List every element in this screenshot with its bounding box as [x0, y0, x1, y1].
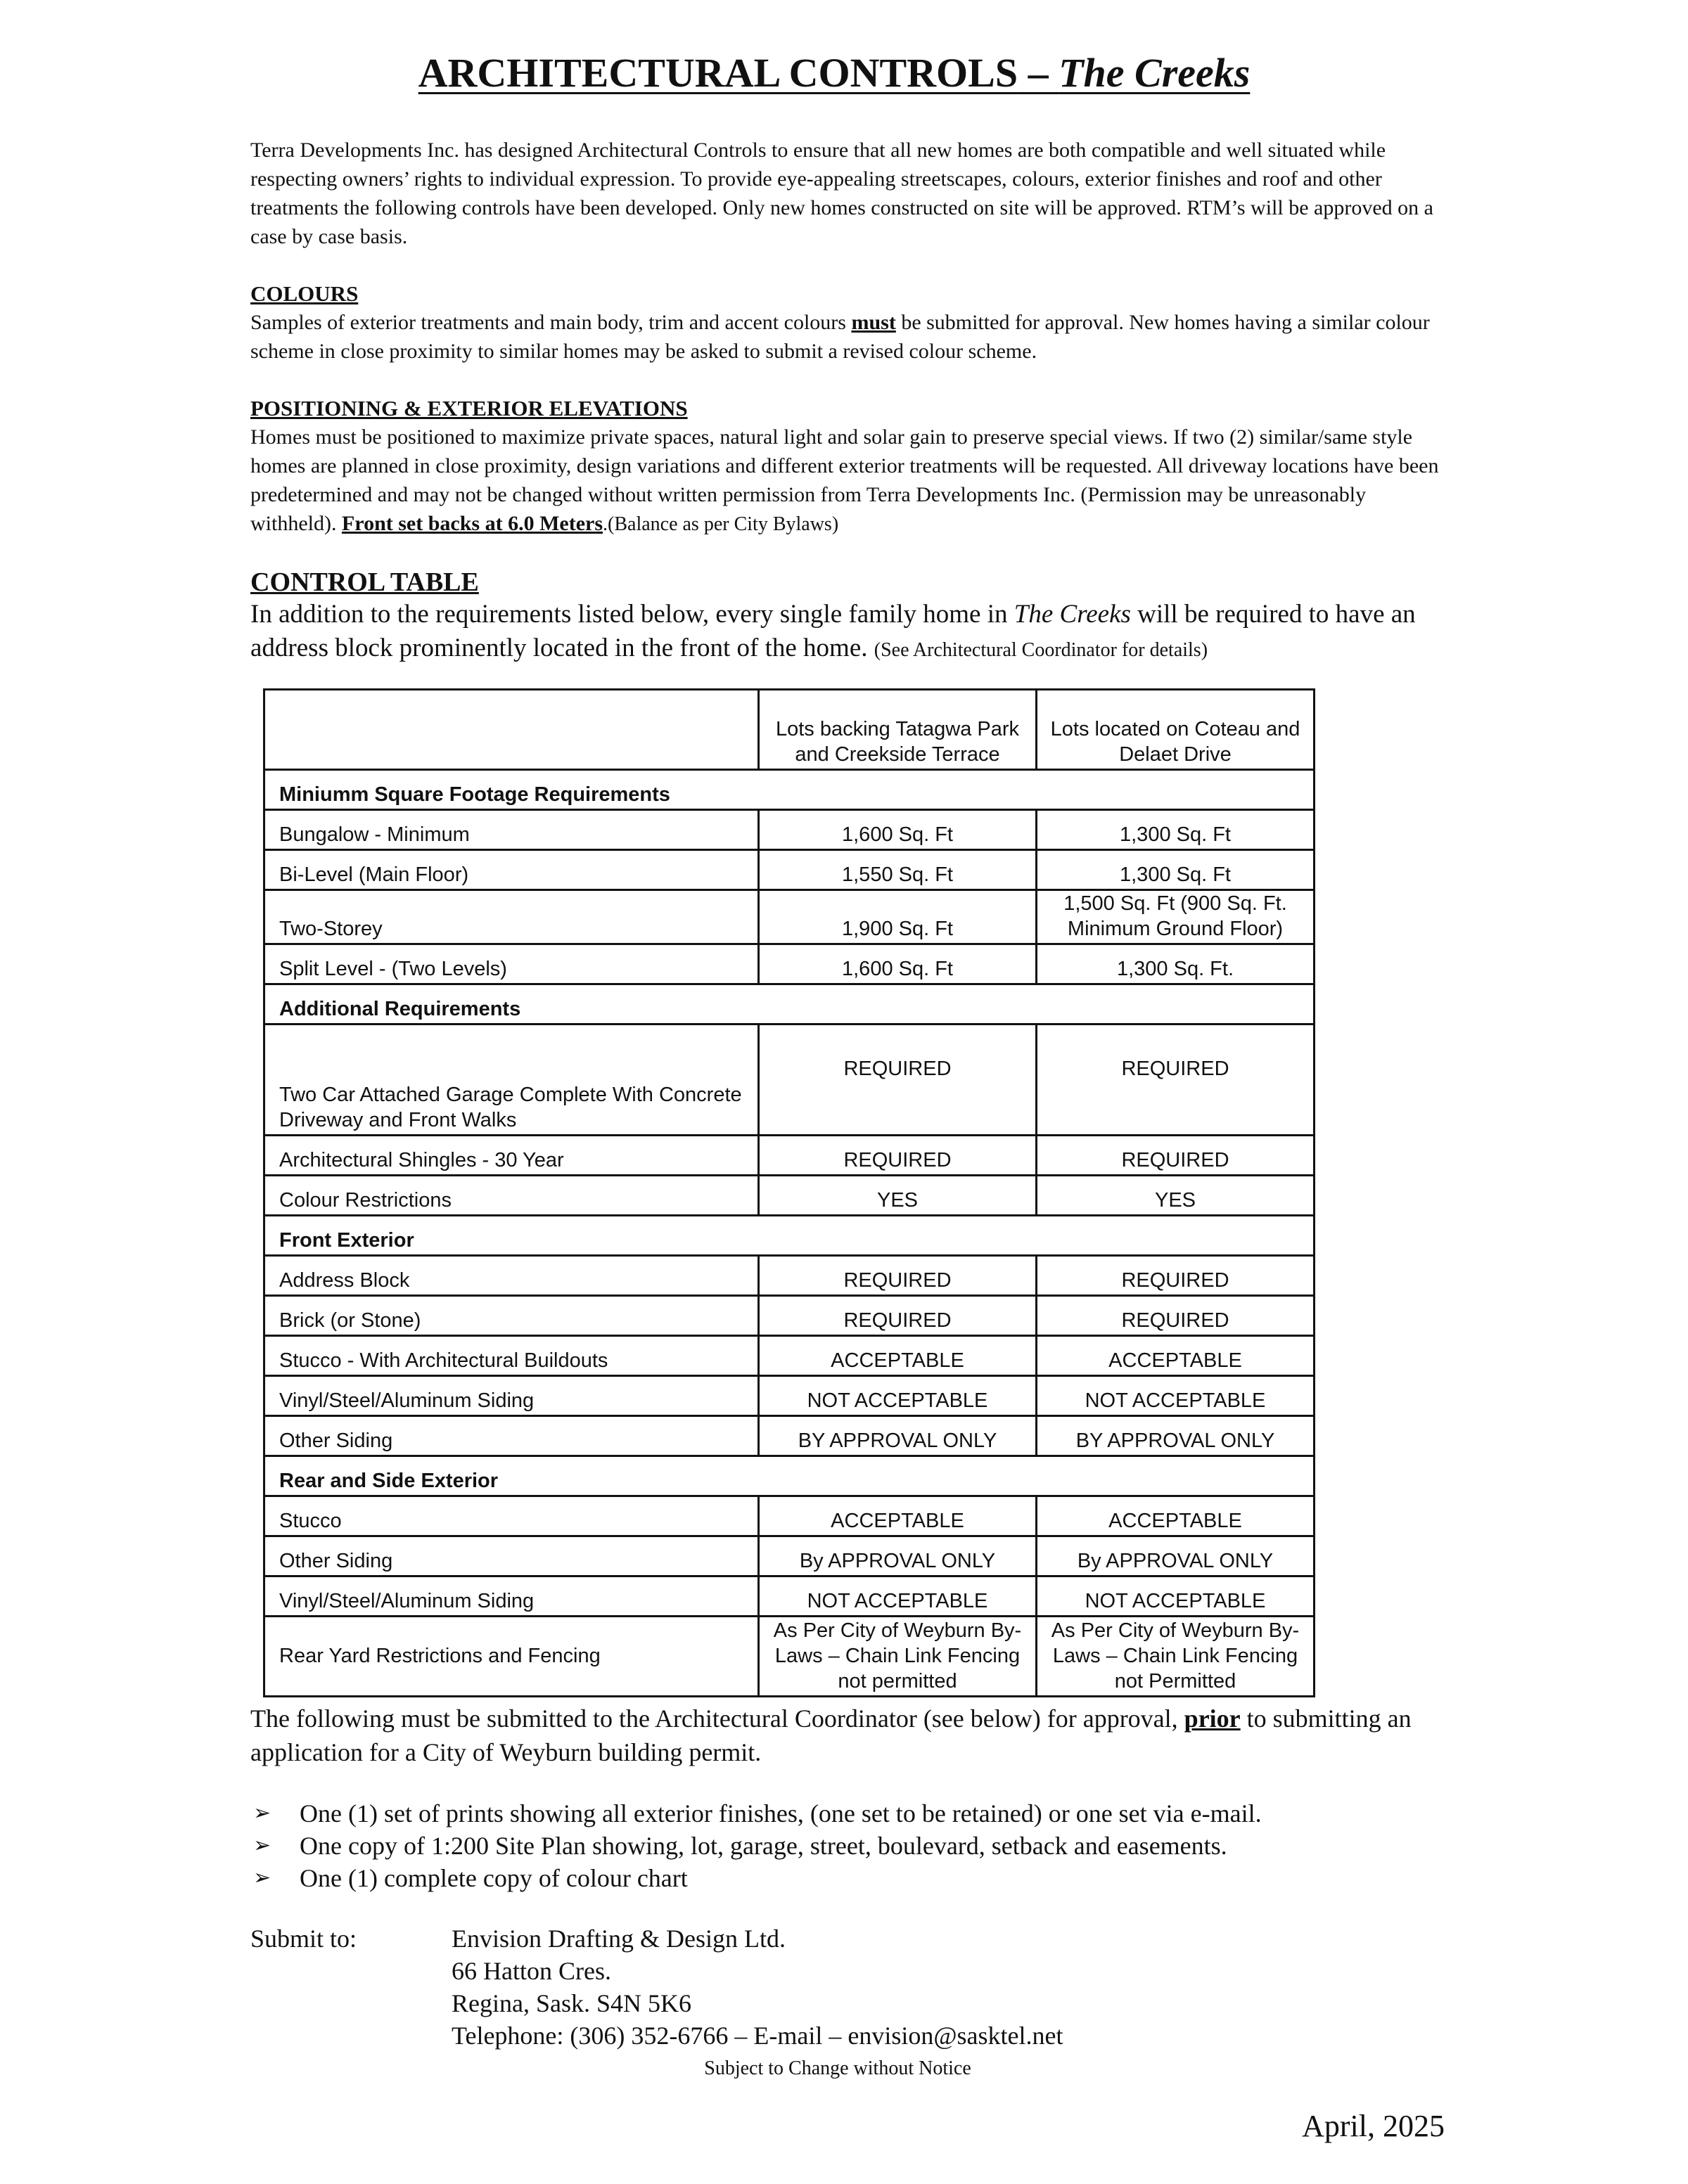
- page-title: [222, 49, 1446, 96]
- submit-address: [452, 1922, 1063, 2052]
- intro-paragraph: Terra Developments Inc. has designed Architectural Controls to ensure that all new homes are both compatible and well situated while respecting owners’ rights to individual expression. To provide eye-appealing streetscapes, colours, exterior finishes and roof and other treatments the following controls have been developed. Only new homes constructed on site will be approved. RTM’s will be approved on a case by case basis.: [250, 139, 1433, 248]
- header-col2: Lots backing Tatagwa Park and Creekside Terrace: [759, 690, 1037, 770]
- row-label: Brick (or Stone): [264, 1296, 759, 1336]
- after-text-b: to submitting an application for a City of Weyburn building permit.: [250, 1704, 1412, 1766]
- section-heading-cell: Rear and Side Exterior: [264, 1456, 1315, 1496]
- document-page: [250, 49, 1446, 2080]
- positioning-text: [250, 423, 1446, 539]
- list-item-text: One (1) set of prints showing all exterior finishes, (one set to be retained) or one set via e-mail.: [300, 1799, 1262, 1828]
- row-value-col2: By APPROVAL ONLY: [759, 1536, 1037, 1576]
- row-value-col2: REQUIRED: [759, 1024, 1037, 1136]
- table-row: [264, 1256, 1315, 1296]
- table-row: [264, 1024, 1315, 1136]
- control-intro: [250, 598, 1446, 667]
- row-value-col2: ACCEPTABLE: [759, 1336, 1037, 1376]
- row-value-col2: REQUIRED: [759, 1256, 1037, 1296]
- row-value-col3: REQUIRED: [1037, 1256, 1315, 1296]
- after-text-prior: prior: [1184, 1704, 1241, 1733]
- row-value-col2: 1,900 Sq. Ft: [759, 890, 1037, 944]
- positioning-text-a: Homes must be positioned to maximize private spaces, natural light and solar gain to preserve special views. If two (2) similar/same style homes are planned in close proximity, design variations and different exterior treatments will be requested. All driveway locations have been predetermined and may not be changed without written permission from Terra Developments Inc. (Permission may be unreasonably withheld).: [250, 425, 1439, 535]
- company-name: Envision Drafting & Design Ltd.: [452, 1925, 786, 1953]
- control-heading: CONTROL TABLE: [250, 567, 479, 597]
- row-label: Stucco: [264, 1496, 759, 1536]
- row-value-col2: 1,550 Sq. Ft: [759, 850, 1037, 890]
- after-text-a: The following must be submitted to the Architectural Coordinator (see below) for approval,: [250, 1704, 1184, 1733]
- row-label: Vinyl/Steel/Aluminum Siding: [264, 1576, 759, 1617]
- table-row: [264, 1536, 1315, 1576]
- row-value-col2: BY APPROVAL ONLY: [759, 1416, 1037, 1456]
- header-empty-cell: [264, 690, 759, 770]
- control-section: [250, 567, 1446, 667]
- document-date: April, 2025: [1302, 2109, 1445, 2143]
- control-text-a: In addition to the requirements listed below, every single family home in: [250, 600, 1014, 629]
- row-value-col3: NOT ACCEPTABLE: [1037, 1576, 1315, 1617]
- table-row: [264, 1416, 1315, 1456]
- table-section-heading: [264, 1456, 1315, 1496]
- table-row: [264, 1617, 1315, 1697]
- submission-instructions: [250, 1702, 1446, 1769]
- footer-note: Subject to Change without Notice: [704, 2057, 971, 2079]
- table-row: [264, 1576, 1315, 1617]
- section-heading-cell: Additional Requirements: [264, 984, 1315, 1024]
- row-value-col3: REQUIRED: [1037, 1024, 1315, 1136]
- row-value-col2: 1,600 Sq. Ft: [759, 944, 1037, 984]
- row-label: Two-Storey: [264, 890, 759, 944]
- bylaws-note: .(Balance as per City Bylaws): [603, 513, 839, 535]
- control-text-b: will be required to have an address block prominently located in the front of the home.: [250, 600, 1416, 662]
- table-row: [264, 810, 1315, 850]
- row-label: Rear Yard Restrictions and Fencing: [264, 1617, 759, 1697]
- contact-line: Telephone: (306) 352-6766 – E-mail – envision@sasktel.net: [452, 2022, 1063, 2050]
- row-label: Other Siding: [264, 1536, 759, 1576]
- row-value-col3: 1,500 Sq. Ft (900 Sq. Ft. Minimum Ground Floor): [1037, 890, 1315, 944]
- colours-text-must: must: [851, 311, 896, 334]
- row-value-col2: YES: [759, 1176, 1037, 1216]
- list-item: [253, 1830, 1446, 1862]
- control-table: [263, 688, 1315, 1697]
- section-heading-cell: Front Exterior: [264, 1216, 1315, 1256]
- control-text-small: (See Architectural Coordinator for details): [874, 639, 1208, 661]
- row-label: Stucco - With Architectural Buildouts: [264, 1336, 759, 1376]
- table-row: [264, 1376, 1315, 1416]
- row-label: Bi-Level (Main Floor): [264, 850, 759, 890]
- title-italic: The Creeks: [1059, 50, 1251, 96]
- positioning-section: [250, 394, 1446, 539]
- setback-text: Front set backs at 6.0 Meters: [341, 512, 603, 535]
- colours-text-b: be submitted for approval. New homes having a similar colour scheme in close proximity to similar homes may be asked to submit a revised colour scheme.: [250, 311, 1430, 363]
- row-value-col3: 1,300 Sq. Ft: [1037, 850, 1315, 890]
- row-value-col3: 1,300 Sq. Ft.: [1037, 944, 1315, 984]
- table-row: [264, 1176, 1315, 1216]
- city-postal: Regina, Sask. S4N 5K6: [452, 1989, 691, 2017]
- table-row: [264, 1296, 1315, 1336]
- title-dash: –: [1018, 50, 1059, 96]
- colours-section: [250, 279, 1446, 366]
- row-label: Bungalow - Minimum: [264, 810, 759, 850]
- list-item-text: One copy of 1:200 Site Plan showing, lot, garage, street, boulevard, setback and easements.: [300, 1832, 1227, 1860]
- row-value-col2: NOT ACCEPTABLE: [759, 1576, 1037, 1617]
- colours-text: [250, 308, 1446, 366]
- street-address: 66 Hatton Cres.: [452, 1957, 611, 1985]
- row-value-col3: By APPROVAL ONLY: [1037, 1536, 1315, 1576]
- list-item: [253, 1797, 1446, 1830]
- list-item-text: One (1) complete copy of colour chart: [300, 1864, 688, 1892]
- row-label: Colour Restrictions: [264, 1176, 759, 1216]
- submit-label: Submit to:: [250, 1925, 357, 1953]
- table-section-heading: [264, 984, 1315, 1024]
- table-header-row: [264, 690, 1315, 770]
- row-value-col2: ACCEPTABLE: [759, 1496, 1037, 1536]
- row-value-col3: REQUIRED: [1037, 1296, 1315, 1336]
- submit-to-block: [250, 1922, 1446, 2052]
- colours-text-a: Samples of exterior treatments and main body, trim and accent colours: [250, 311, 852, 334]
- table-section-heading: [264, 770, 1315, 810]
- arrow-bullet-icon: ➢: [253, 1801, 271, 1825]
- row-label: Split Level - (Two Levels): [264, 944, 759, 984]
- row-value-col2: As Per City of Weyburn By-Laws – Chain Link Fencing not permitted: [759, 1617, 1037, 1697]
- title-main: ARCHITECTURAL CONTROLS: [418, 50, 1018, 96]
- positioning-heading: POSITIONING & EXTERIOR ELEVATIONS: [250, 396, 688, 420]
- table-row: [264, 1136, 1315, 1176]
- table-row: [264, 1336, 1315, 1376]
- arrow-bullet-icon: ➢: [253, 1833, 271, 1858]
- row-value-col3: ACCEPTABLE: [1037, 1496, 1315, 1536]
- row-value-col2: 1,600 Sq. Ft: [759, 810, 1037, 850]
- row-value-col3: YES: [1037, 1176, 1315, 1216]
- row-label: Architectural Shingles - 30 Year: [264, 1136, 759, 1176]
- list-item: [253, 1862, 1446, 1894]
- row-label: Two Car Attached Garage Complete With Concrete Driveway and Front Walks: [264, 1024, 759, 1136]
- table-row: [264, 1496, 1315, 1536]
- row-label: Address Block: [264, 1256, 759, 1296]
- table-row: [264, 890, 1315, 944]
- row-value-col2: NOT ACCEPTABLE: [759, 1376, 1037, 1416]
- colours-heading: COLOURS: [250, 281, 359, 306]
- row-value-col3: As Per City of Weyburn By-Laws – Chain Link Fencing not Permitted: [1037, 1617, 1315, 1697]
- row-value-col3: ACCEPTABLE: [1037, 1336, 1315, 1376]
- row-value-col3: BY APPROVAL ONLY: [1037, 1416, 1315, 1456]
- row-value-col3: NOT ACCEPTABLE: [1037, 1376, 1315, 1416]
- table-row: [264, 944, 1315, 984]
- row-value-col2: REQUIRED: [759, 1296, 1037, 1336]
- arrow-bullet-icon: ➢: [253, 1865, 271, 1890]
- table-section-heading: [264, 1216, 1315, 1256]
- table-row: [264, 850, 1315, 890]
- row-value-col3: 1,300 Sq. Ft: [1037, 810, 1315, 850]
- row-label: Other Siding: [264, 1416, 759, 1456]
- requirements-list: [250, 1797, 1446, 1894]
- row-label: Vinyl/Steel/Aluminum Siding: [264, 1376, 759, 1416]
- header-col3: Lots located on Coteau and Delaet Drive: [1037, 690, 1315, 770]
- section-heading-cell: Miniumm Square Footage Requirements: [264, 770, 1315, 810]
- control-text-ital: The Creeks: [1014, 600, 1131, 629]
- row-value-col2: REQUIRED: [759, 1136, 1037, 1176]
- row-value-col3: REQUIRED: [1037, 1136, 1315, 1176]
